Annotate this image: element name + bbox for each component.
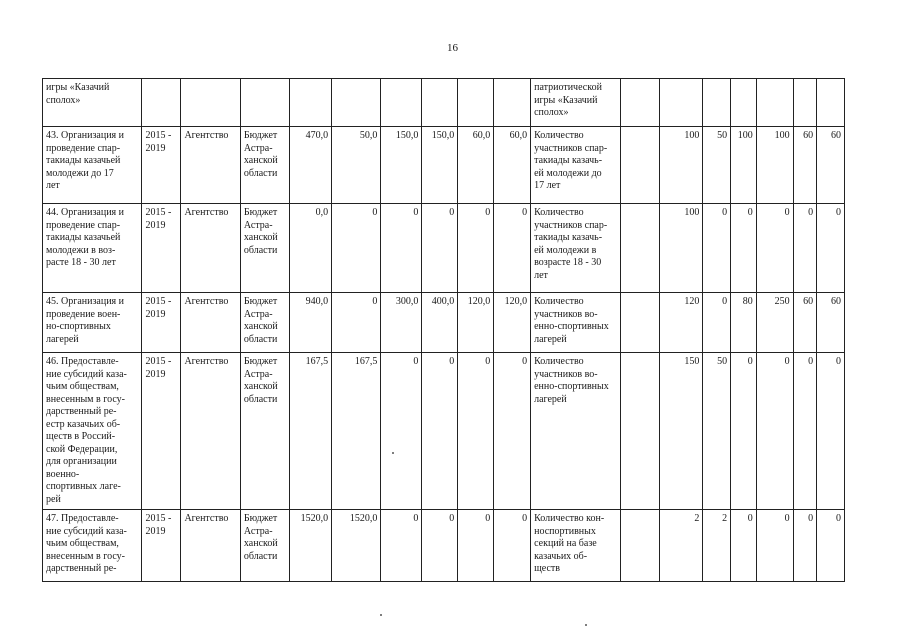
measure-name: 43. Организация и проведение спар- такиады казачьей молодежи до 17 лет [43, 127, 142, 204]
indicator-value: 0 [731, 353, 757, 510]
year-2016-cell: 0 [381, 204, 422, 293]
indicator-value: 60 [817, 127, 845, 204]
measure-name: 46. Предоставле- ние субсидий каза- чьим обществам, внесенным в госу- дарственный ре- естр казачьих об- ществ в Россий- ской Федерации, для организации военно- спортивных лаге- рей [43, 353, 142, 510]
indicator-value: 0 [756, 510, 793, 582]
year-2019-cell: 0 [494, 510, 531, 582]
funding-source-cell: Бюджет Астра- ханской области [240, 293, 289, 353]
indicator-value: 100 [731, 127, 757, 204]
year-2019-cell: 120,0 [494, 293, 531, 353]
indicator-value: 60 [793, 293, 817, 353]
period-cell: 2015 - 2019 [142, 204, 181, 293]
funding-source-cell: Бюджет Астра- ханской области [240, 204, 289, 293]
indicator-text: патриотической игры «Казачий сполох» [531, 79, 621, 127]
scan-speck [585, 624, 587, 626]
executor-cell: Агентство [181, 293, 240, 353]
indicator-value: 0 [703, 204, 731, 293]
indicator-value: 0 [817, 204, 845, 293]
executor-cell: Агентство [181, 204, 240, 293]
year-2018-cell: 0 [458, 510, 494, 582]
measure-name: 44. Организация и проведение спар- такиады казачьей молодежи в воз- расте 18 - 30 лет [43, 204, 142, 293]
table-row [43, 127, 845, 204]
year-2019-cell: 0 [494, 204, 531, 293]
indicator-value: 100 [660, 127, 703, 204]
executor-cell: Агентство [181, 127, 240, 204]
year-2016-cell: 300,0 [381, 293, 422, 353]
year-2016-cell: 0 [381, 510, 422, 582]
indicator-value: 0 [756, 353, 793, 510]
indicator-text: Количество участников спар- такиады казачь- ей молодежи в возрасте 18 - 30 лет [531, 204, 621, 293]
indicator-value: 150 [660, 353, 703, 510]
funding-source-cell: Бюджет Астра- ханской области [240, 127, 289, 204]
table-row [43, 353, 845, 510]
indicator-value: 2 [660, 510, 703, 582]
page-number: 16 [447, 42, 458, 54]
year-2015-cell: 167,5 [332, 353, 381, 510]
total-cell: 470,0 [290, 127, 332, 204]
indicator-value: 0 [756, 204, 793, 293]
indicator-value: 0 [793, 353, 817, 510]
measure-name: 45. Организация и проведение воен- но-спортивных лагерей [43, 293, 142, 353]
empty-cell [621, 510, 660, 582]
indicator-value: 2 [703, 510, 731, 582]
indicator-value: 0 [793, 204, 817, 293]
table-row [43, 293, 845, 353]
program-table [42, 78, 845, 582]
executor-cell: Агентство [181, 510, 240, 582]
period-cell: 2015 - 2019 [142, 353, 181, 510]
indicator-value: 0 [703, 293, 731, 353]
indicator-value: 0 [793, 510, 817, 582]
indicator-text: Количество участников во- енно-спортивных лагерей [531, 293, 621, 353]
empty-cell [621, 127, 660, 204]
indicator-value: 0 [817, 353, 845, 510]
period-cell: 2015 - 2019 [142, 510, 181, 582]
year-2015-cell: 50,0 [332, 127, 381, 204]
year-2019-cell: 60,0 [494, 127, 531, 204]
scan-speck [380, 614, 382, 616]
measure-name: 47. Предоставле- ние субсидий каза- чьим обществам, внесенным в госу- дарственный ре- [43, 510, 142, 582]
year-2018-cell: 0 [458, 353, 494, 510]
scan-speck [392, 452, 394, 454]
period-cell: 2015 - 2019 [142, 293, 181, 353]
empty-cell [621, 353, 660, 510]
table-row [43, 510, 845, 582]
indicator-value: 120 [660, 293, 703, 353]
period-cell: 2015 - 2019 [142, 127, 181, 204]
year-2017-cell: 400,0 [422, 293, 458, 353]
executor-cell: Агентство [181, 353, 240, 510]
year-2016-cell: 150,0 [381, 127, 422, 204]
funding-source-cell: Бюджет Астра- ханской области [240, 510, 289, 582]
year-2019-cell: 0 [494, 353, 531, 510]
indicator-value: 100 [660, 204, 703, 293]
year-2015-cell: 0 [332, 293, 381, 353]
year-2018-cell: 60,0 [458, 127, 494, 204]
indicator-text: Количество участников спар- такиады казачь- ей молодежи до 17 лет [531, 127, 621, 204]
indicator-value: 0 [731, 204, 757, 293]
total-cell: 167,5 [290, 353, 332, 510]
year-2017-cell: 150,0 [422, 127, 458, 204]
indicator-value: 60 [793, 127, 817, 204]
year-2015-cell: 0 [332, 204, 381, 293]
indicator-text: Количество участников во- енно-спортивных лагерей [531, 353, 621, 510]
indicator-value: 100 [756, 127, 793, 204]
indicator-value: 250 [756, 293, 793, 353]
year-2017-cell: 0 [422, 353, 458, 510]
total-cell: 940,0 [290, 293, 332, 353]
year-2018-cell: 120,0 [458, 293, 494, 353]
table-row-continuation [43, 79, 845, 127]
indicator-value: 50 [703, 127, 731, 204]
indicator-value: 50 [703, 353, 731, 510]
year-2017-cell: 0 [422, 204, 458, 293]
indicator-text: Количество кон- носпортивных секций на базе казачьих об- ществ [531, 510, 621, 582]
empty-cell [621, 293, 660, 353]
year-2017-cell: 0 [422, 510, 458, 582]
year-2018-cell: 0 [458, 204, 494, 293]
table-row [43, 204, 845, 293]
indicator-value: 60 [817, 293, 845, 353]
measure-name: игры «Казачий сполох» [43, 79, 142, 127]
indicator-value: 80 [731, 293, 757, 353]
indicator-value: 0 [731, 510, 757, 582]
year-2016-cell: 0 [381, 353, 422, 510]
total-cell: 0,0 [290, 204, 332, 293]
empty-cell [621, 204, 660, 293]
indicator-value: 0 [817, 510, 845, 582]
total-cell: 1520,0 [290, 510, 332, 582]
year-2015-cell: 1520,0 [332, 510, 381, 582]
funding-source-cell: Бюджет Астра- ханской области [240, 353, 289, 510]
